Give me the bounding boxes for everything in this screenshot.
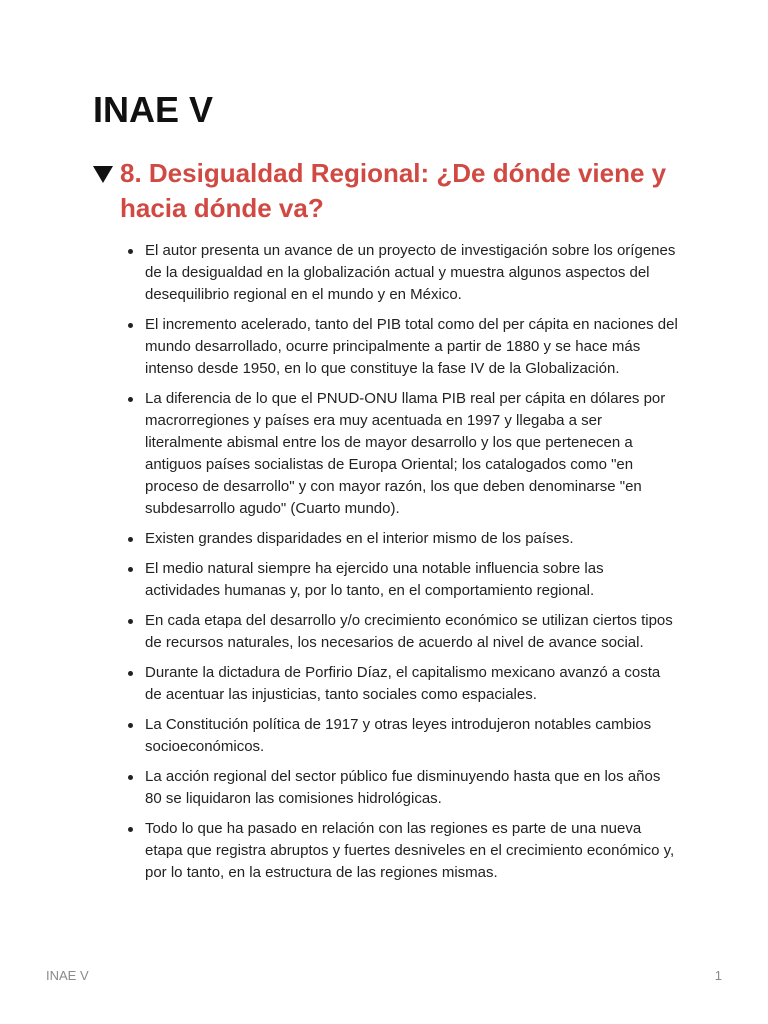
- list-item-text: La diferencia de lo que el PNUD-ONU llama PIB real per cápita en dólares por macrorregiones y países era muy acentuada en 1997 y llegaba a ser literalmente abismal entre los de mayor desarrollo y los que pertenecen a antiguos países socialistas de Europa Oriental; los catalogados como "en proceso de desarrollo" y con mayor razón, los que deben denominarse "en subdesarrollo agudo" (Cuarto mundo).: [145, 390, 666, 517]
- section-heading: [93, 156, 678, 226]
- collapse-triangle-icon[interactable]: [93, 166, 113, 183]
- bullet-icon: [128, 827, 133, 832]
- bullet-icon: [128, 775, 133, 780]
- footer-page-number: 1: [714, 968, 722, 983]
- bullet-icon: [128, 323, 133, 328]
- bullet-icon: [128, 671, 133, 676]
- document-page: [93, 86, 678, 892]
- list-item: [145, 818, 678, 884]
- bullet-list: [93, 240, 678, 884]
- list-item: [145, 662, 678, 706]
- list-item-text: El autor presenta un avance de un proyecto de investigación sobre los orígenes de la desigualdad en la globalización actual y muestra algunos aspectos del desequilibrio regional en el mundo y en México.: [145, 242, 676, 303]
- list-item-text: El medio natural siempre ha ejercido una notable influencia sobre las actividades humanas y, por lo tanto, en el comportamiento regional.: [145, 560, 604, 599]
- bullet-icon: [128, 619, 133, 624]
- list-item: [145, 528, 678, 550]
- list-item: [145, 714, 678, 758]
- list-item: [145, 314, 678, 380]
- list-item: [145, 610, 678, 654]
- bullet-icon: [128, 249, 133, 254]
- list-item: [145, 558, 678, 602]
- list-item: [145, 766, 678, 810]
- bullet-icon: [128, 723, 133, 728]
- list-item-text: En cada etapa del desarrollo y/o crecimiento económico se utilizan ciertos tipos de recursos naturales, los necesarios de acuerdo al nivel de avance social.: [145, 612, 673, 651]
- bullet-icon: [128, 537, 133, 542]
- list-item: [145, 388, 678, 520]
- bullet-icon: [128, 397, 133, 402]
- document-title: INAE V: [93, 89, 214, 130]
- list-item-text: La Constitución política de 1917 y otras leyes introdujeron notables cambios socioeconómicos.: [145, 716, 652, 755]
- list-item-text: La acción regional del sector público fue disminuyendo hasta que en los años 80 se liquidaron las comisiones hidrológicas.: [145, 768, 661, 807]
- bullet-icon: [128, 567, 133, 572]
- footer-document-name: INAE V: [46, 968, 89, 983]
- list-item-text: Existen grandes disparidades en el interior mismo de los países.: [145, 530, 574, 547]
- list-item-text: El incremento acelerado, tanto del PIB total como del per cápita en naciones del mundo desarrollado, ocurre principalmente a partir de 1880 y se hace más intenso desde 1950, en lo que constituye la fase IV de la Globalización.: [145, 316, 678, 377]
- section-title: 8. Desigualdad Regional: ¿De dónde viene y hacia dónde va?: [120, 158, 667, 223]
- list-item-text: Todo lo que ha pasado en relación con las regiones es parte de una nueva etapa que registra abruptos y fuertes desniveles en el crecimiento económico y, por lo tanto, en la estructura de las regiones mismas.: [145, 820, 675, 881]
- list-item: [145, 240, 678, 306]
- list-item-text: Durante la dictadura de Porfirio Díaz, el capitalismo mexicano avanzó a costa de acentuar las injusticias, tanto sociales como espaciales.: [145, 664, 661, 703]
